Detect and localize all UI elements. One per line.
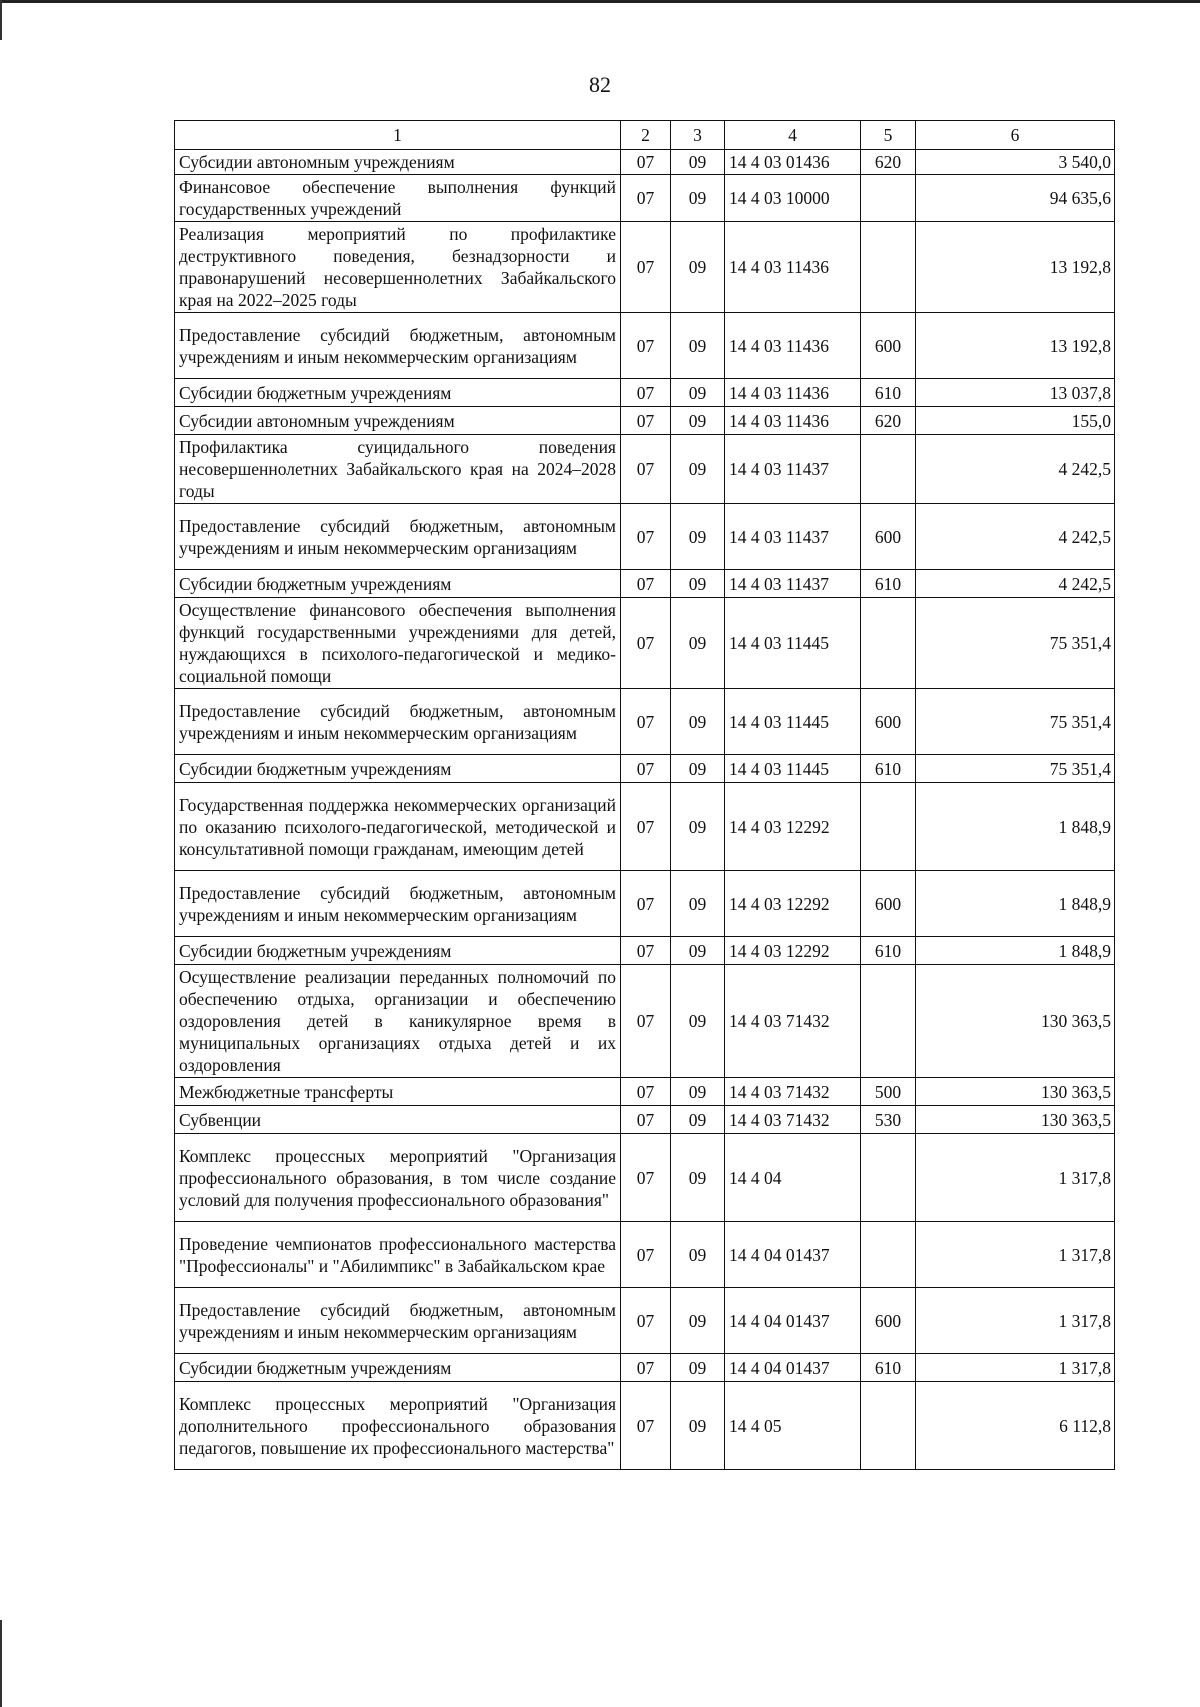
table-row (175, 1078, 1115, 1106)
amount-cell: 13 192,8 (916, 313, 1115, 379)
row-name-cell: Государственная поддержка некоммерческих организаций по оказанию психолого-педагогической, методической и консультативной помощи гражданам, имеющим детей (175, 783, 621, 871)
col2-cell: 07 (621, 435, 671, 504)
table-row (175, 570, 1115, 598)
amount-cell: 1 317,8 (916, 1354, 1115, 1382)
col3-cell: 09 (671, 937, 725, 965)
col3-cell: 09 (671, 504, 725, 570)
scan-edge-left (0, 0, 2, 40)
amount-cell: 75 351,4 (916, 598, 1115, 689)
col3-cell: 09 (671, 435, 725, 504)
col5-cell: 610 (861, 1354, 916, 1382)
row-name-cell: Предоставление субсидий бюджетным, автономным учреждениям и иным некоммерческим организациям (175, 1288, 621, 1354)
col3-cell: 09 (671, 313, 725, 379)
code-cell: 14 4 03 11436 (725, 222, 861, 313)
code-cell: 14 4 03 11436 (725, 379, 861, 407)
table-header-row (175, 121, 1115, 150)
row-name-cell: Субвенции (175, 1106, 621, 1134)
col3-cell: 09 (671, 407, 725, 435)
code-cell: 14 4 03 71432 (725, 965, 861, 1078)
row-name-cell: Комплекс процессных мероприятий "Организация дополнительного профессионального образования педагогов, повышение их профессионального мастерства" (175, 1382, 621, 1470)
code-cell: 14 4 03 11437 (725, 435, 861, 504)
col2-cell: 07 (621, 965, 671, 1078)
col5-cell (861, 1382, 916, 1470)
amount-cell: 130 363,5 (916, 1078, 1115, 1106)
col5-cell (861, 598, 916, 689)
col5-cell: 610 (861, 570, 916, 598)
col2-cell: 07 (621, 1288, 671, 1354)
col2-cell: 07 (621, 689, 671, 755)
amount-cell: 75 351,4 (916, 755, 1115, 783)
scan-edge-left (0, 1620, 2, 1707)
code-cell: 14 4 03 11445 (725, 755, 861, 783)
col2-cell: 07 (621, 379, 671, 407)
table-row (175, 1382, 1115, 1470)
col2-cell: 07 (621, 222, 671, 313)
amount-cell: 4 242,5 (916, 570, 1115, 598)
row-name-cell: Субсидии автономным учреждениям (175, 407, 621, 435)
table-row (175, 783, 1115, 871)
col5-cell: 600 (861, 871, 916, 937)
code-cell: 14 4 03 11437 (725, 570, 861, 598)
amount-cell: 1 317,8 (916, 1288, 1115, 1354)
row-name-cell: Субсидии бюджетным учреждениям (175, 570, 621, 598)
amount-cell: 13 192,8 (916, 222, 1115, 313)
col2-cell: 07 (621, 570, 671, 598)
amount-cell: 130 363,5 (916, 965, 1115, 1078)
table-row (175, 504, 1115, 570)
table-row (175, 755, 1115, 783)
col2-cell: 07 (621, 313, 671, 379)
code-cell: 14 4 03 11436 (725, 407, 861, 435)
amount-cell: 1 848,9 (916, 937, 1115, 965)
col3-cell: 09 (671, 965, 725, 1078)
col5-cell (861, 175, 916, 222)
table-row (175, 1354, 1115, 1382)
code-cell: 14 4 04 01437 (725, 1354, 861, 1382)
row-name-cell: Субсидии бюджетным учреждениям (175, 755, 621, 783)
col2-cell: 07 (621, 1078, 671, 1106)
amount-cell: 130 363,5 (916, 1106, 1115, 1134)
col3-cell: 09 (671, 689, 725, 755)
col3-cell: 09 (671, 783, 725, 871)
table-row (175, 379, 1115, 407)
col3-cell: 09 (671, 570, 725, 598)
col5-cell: 530 (861, 1106, 916, 1134)
table-row (175, 1134, 1115, 1222)
code-cell: 14 4 03 11437 (725, 504, 861, 570)
col5-cell: 610 (861, 937, 916, 965)
code-cell: 14 4 05 (725, 1382, 861, 1470)
row-name-cell: Предоставление субсидий бюджетным, автономным учреждениям и иным некоммерческим организациям (175, 871, 621, 937)
col3-cell: 09 (671, 1106, 725, 1134)
page-number: 82 (589, 72, 611, 97)
amount-cell: 4 242,5 (916, 504, 1115, 570)
col3-cell: 09 (671, 1288, 725, 1354)
code-cell: 14 4 03 01436 (725, 150, 861, 175)
col5-cell: 610 (861, 379, 916, 407)
col3-cell: 09 (671, 1134, 725, 1222)
col2-cell: 07 (621, 1382, 671, 1470)
col3-cell: 09 (671, 150, 725, 175)
row-name-cell: Субсидии бюджетным учреждениям (175, 937, 621, 965)
table-row (175, 175, 1115, 222)
amount-cell: 1 848,9 (916, 871, 1115, 937)
col3-cell: 09 (671, 598, 725, 689)
table-row (175, 1222, 1115, 1288)
row-name-cell: Комплекс процессных мероприятий "Организация профессионального образования, в том числе создание условий для получения профессионального образования" (175, 1134, 621, 1222)
col2-cell: 07 (621, 407, 671, 435)
col5-cell: 610 (861, 755, 916, 783)
code-cell: 14 4 03 71432 (725, 1078, 861, 1106)
col3-cell: 09 (671, 1382, 725, 1470)
table-row (175, 965, 1115, 1078)
col5-cell (861, 1134, 916, 1222)
col5-cell: 600 (861, 313, 916, 379)
row-name-cell: Финансовое обеспечение выполнения функций государственных учреждений (175, 175, 621, 222)
code-cell: 14 4 04 01437 (725, 1222, 861, 1288)
col5-cell (861, 783, 916, 871)
table-row (175, 313, 1115, 379)
col5-cell: 620 (861, 407, 916, 435)
row-name-cell: Проведение чемпионатов профессионального мастерства "Профессионалы" и "Абилимпикс" в Забайкальском крае (175, 1222, 621, 1288)
row-name-cell: Профилактика суицидального поведения несовершеннолетних Забайкальского края на 2024–2028 годы (175, 435, 621, 504)
row-name-cell: Предоставление субсидий бюджетным, автономным учреждениям и иным некоммерческим организациям (175, 504, 621, 570)
col3-cell: 09 (671, 1354, 725, 1382)
table-row (175, 689, 1115, 755)
col2-cell: 07 (621, 1134, 671, 1222)
col2-cell: 07 (621, 175, 671, 222)
code-cell: 14 4 04 (725, 1134, 861, 1222)
amount-cell: 1 317,8 (916, 1222, 1115, 1288)
header-cell: 6 (916, 121, 1115, 150)
col5-cell (861, 435, 916, 504)
row-name-cell: Субсидии бюджетным учреждениям (175, 379, 621, 407)
col5-cell: 500 (861, 1078, 916, 1106)
code-cell: 14 4 03 12292 (725, 937, 861, 965)
table-row (175, 937, 1115, 965)
table-row (175, 1288, 1115, 1354)
col2-cell: 07 (621, 504, 671, 570)
col3-cell: 09 (671, 222, 725, 313)
table-row (175, 435, 1115, 504)
col3-cell: 09 (671, 379, 725, 407)
row-name-cell: Предоставление субсидий бюджетным, автономным учреждениям и иным некоммерческим организациям (175, 689, 621, 755)
amount-cell: 75 351,4 (916, 689, 1115, 755)
col2-cell: 07 (621, 598, 671, 689)
header-cell: 2 (621, 121, 671, 150)
code-cell: 14 4 03 12292 (725, 871, 861, 937)
col2-cell: 07 (621, 1106, 671, 1134)
amount-cell: 6 112,8 (916, 1382, 1115, 1470)
table-row (175, 222, 1115, 313)
col2-cell: 07 (621, 871, 671, 937)
header-cell: 4 (725, 121, 861, 150)
col2-cell: 07 (621, 1354, 671, 1382)
header-cell: 5 (861, 121, 916, 150)
code-cell: 14 4 03 10000 (725, 175, 861, 222)
col5-cell (861, 222, 916, 313)
col3-cell: 09 (671, 1222, 725, 1288)
code-cell: 14 4 04 01437 (725, 1288, 861, 1354)
budget-table (174, 120, 1115, 1470)
col3-cell: 09 (671, 871, 725, 937)
header-cell: 1 (175, 121, 621, 150)
col5-cell: 600 (861, 504, 916, 570)
col5-cell: 600 (861, 689, 916, 755)
row-name-cell: Осуществление финансового обеспечения выполнения функций государственными учреждениями для детей, нуждающихся в психолого-педагогической и медико-социальной помощи (175, 598, 621, 689)
code-cell: 14 4 03 11445 (725, 689, 861, 755)
row-name-cell: Осуществление реализации переданных полномочий по обеспечению отдыха, организации и обеспечению оздоровления детей в каникулярное время в муниципальных организациях отдыха детей и их оздоровления (175, 965, 621, 1078)
code-cell: 14 4 03 12292 (725, 783, 861, 871)
col2-cell: 07 (621, 783, 671, 871)
code-cell: 14 4 03 11436 (725, 313, 861, 379)
table-row (175, 871, 1115, 937)
row-name-cell: Реализация мероприятий по профилактике деструктивного поведения, безнадзорности и правонарушений несовершеннолетних Забайкальского края на 2022–2025 годы (175, 222, 621, 313)
col5-cell (861, 1222, 916, 1288)
table-row (175, 598, 1115, 689)
row-name-cell: Предоставление субсидий бюджетным, автономным учреждениям и иным некоммерческим организациям (175, 313, 621, 379)
col5-cell (861, 965, 916, 1078)
amount-cell: 1 848,9 (916, 783, 1115, 871)
table-row (175, 407, 1115, 435)
col2-cell: 07 (621, 937, 671, 965)
row-name-cell: Межбюджетные трансферты (175, 1078, 621, 1106)
amount-cell: 3 540,0 (916, 150, 1115, 175)
code-cell: 14 4 03 71432 (725, 1106, 861, 1134)
row-name-cell: Субсидии автономным учреждениям (175, 150, 621, 175)
amount-cell: 155,0 (916, 407, 1115, 435)
amount-cell: 94 635,6 (916, 175, 1115, 222)
amount-cell: 1 317,8 (916, 1134, 1115, 1222)
header-cell: 3 (671, 121, 725, 150)
amount-cell: 4 242,5 (916, 435, 1115, 504)
code-cell: 14 4 03 11445 (725, 598, 861, 689)
col3-cell: 09 (671, 175, 725, 222)
col5-cell: 600 (861, 1288, 916, 1354)
col3-cell: 09 (671, 1078, 725, 1106)
row-name-cell: Субсидии бюджетным учреждениям (175, 1354, 621, 1382)
table-row (175, 150, 1115, 175)
col2-cell: 07 (621, 1222, 671, 1288)
scan-edge-top (0, 0, 1200, 3)
col2-cell: 07 (621, 150, 671, 175)
col3-cell: 09 (671, 755, 725, 783)
amount-cell: 13 037,8 (916, 379, 1115, 407)
col2-cell: 07 (621, 755, 671, 783)
col5-cell: 620 (861, 150, 916, 175)
table-row (175, 1106, 1115, 1134)
